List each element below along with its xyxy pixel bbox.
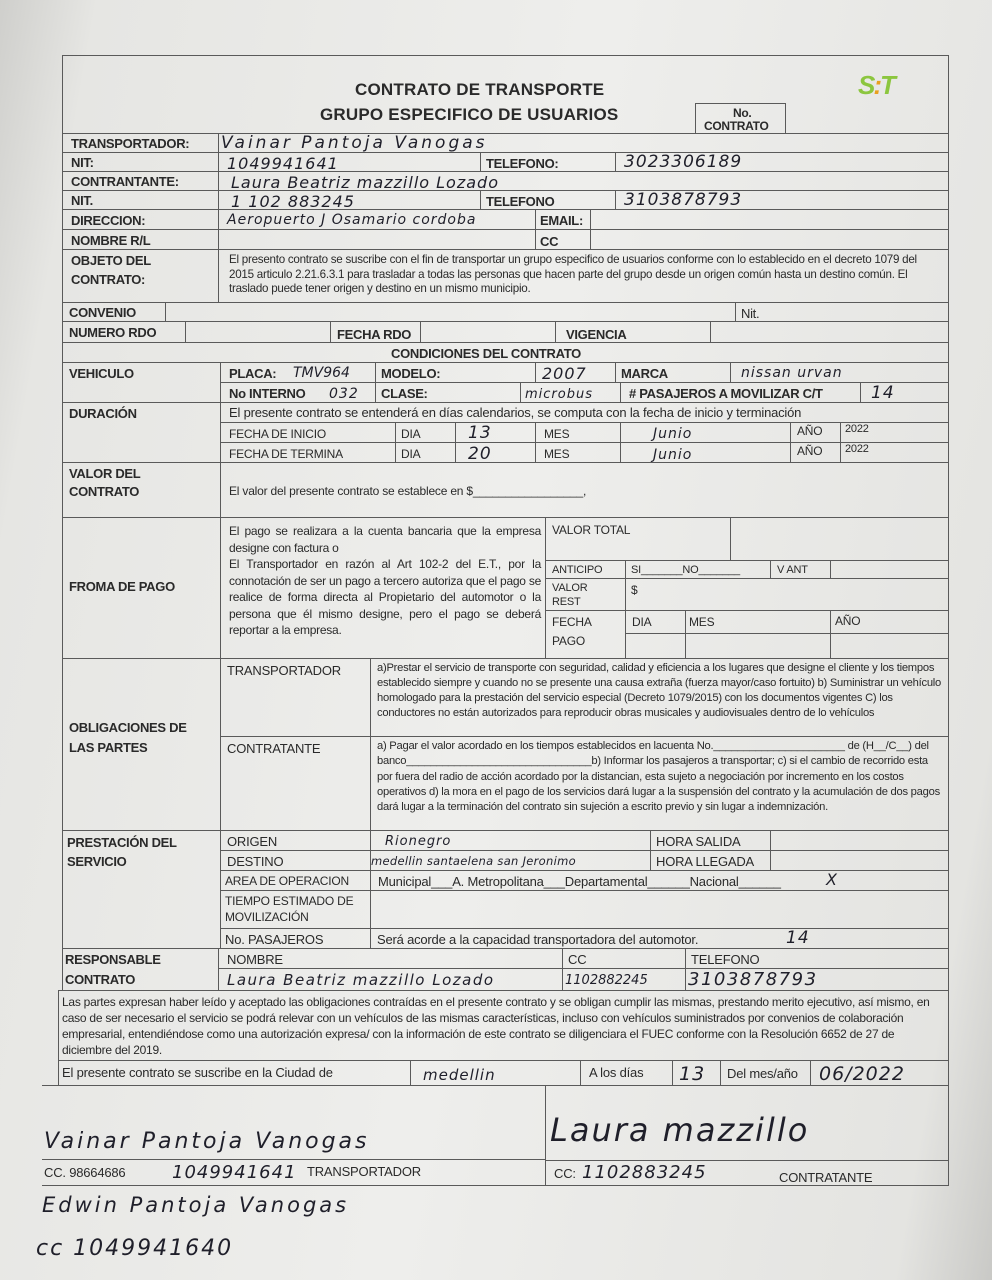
resp-telefono-value: 3103878793 (685, 968, 949, 991)
condiciones-header-cell: CONDICIONES DEL CONTRATO (62, 342, 949, 363)
valor-rest-label-cell: VALOR REST (545, 578, 626, 611)
inicio-mes-value-cell: Junio (620, 422, 791, 443)
mes-ano-label-cell: Del mes/año (720, 1060, 811, 1086)
firma-transportador-cell: Vainar Pantoja Vanogas CC. 98664686 1049941641 TRANSPORTADOR (42, 1085, 546, 1186)
hora-salida-label-cell: HORA SALIDA (650, 830, 771, 851)
email-value-cell (590, 209, 949, 230)
transportador-label-cell: TRANSPORTADOR: (62, 133, 219, 153)
hora-salida-value-cell (770, 830, 949, 851)
nit-label-cell: NIT: (62, 152, 219, 172)
termina-ano-label-cell: AÑO (790, 442, 841, 463)
direccion-value-cell: Aeropuerto J Osamario cordoba (218, 209, 536, 230)
cc-label-cell: CC (535, 229, 591, 250)
fecha-rdo-label-cell: FECHA RDO (330, 321, 421, 343)
convenio-value-cell (165, 302, 736, 322)
ciudad-value-cell: medellin (410, 1060, 581, 1086)
area-value-cell: Municipal___A. Metropolitana___Departamental______Nacional______ X (370, 870, 949, 891)
obl-transportador-label-cell: TRANSPORTADOR (220, 658, 371, 737)
contract-number-cell: No. CONTRATO (695, 103, 786, 134)
direccion-label-cell: DIRECCION: (62, 209, 219, 230)
objeto-text-cell (218, 249, 949, 303)
clausula-cell (58, 990, 949, 1061)
prestacion-label-cell: PRESTACIÓN DEL SERVICIO (62, 830, 221, 949)
resp-cc-value: 1102882245 (562, 968, 686, 991)
inicio-ano-label-cell: AÑO (790, 422, 841, 443)
fecha-pago-dia-value (625, 633, 686, 659)
pago-text-cell: El pago se realizara a la cuenta bancaria que la empresa designe con factura o El Transportador en razón al Art 102-2 del E.T., por la connotación de ser un pago a tercero autoriza que el pago se realice de forma directa al Propietario del automotor o la persona que él mismo designe, pero el pago se deberá reportar a la empresa. (220, 517, 546, 659)
mes-ano-value-cell: 06/2022 (810, 1060, 949, 1086)
objeto-label-cell: OBJETO DEL CONTRATO: (62, 249, 219, 303)
origen-value-cell: Rionegro (370, 830, 651, 851)
email-label-cell: EMAIL: (535, 209, 591, 230)
termina-dia-label-cell: DIA (395, 442, 456, 463)
placa-cell: PLACA: TMV964 (220, 362, 376, 383)
convenio-label-cell: CONVENIO (62, 302, 166, 322)
transportador-value-cell (218, 133, 949, 153)
convenio-nit-cell: Nit. (735, 302, 949, 322)
cc-value-cell (590, 229, 949, 250)
handwritten-cc-note: cc 1049941640 (36, 1236, 234, 1261)
contratante-label-cell: CONTRANTANTE: (62, 171, 219, 191)
inicio-mes-label-cell: MES (535, 422, 621, 443)
destino-label-cell: DESTINO (220, 850, 371, 871)
nit-value-cell: 1049941641 (218, 152, 481, 172)
no-pasajeros-value-cell: Será acorde a la capacidad transportadora del automotor. 14 (370, 928, 949, 949)
telefono2-label-cell: TELEFONO (480, 190, 616, 210)
interno-cell: No INTERNO 032 (220, 382, 376, 403)
fecha-pago-mes-value (685, 633, 831, 659)
telefono2-value-cell: 3103878793 (615, 190, 949, 210)
contratante-signature: Laura mazzillo (550, 1111, 810, 1149)
marca-value-cell: nissan urvan (730, 362, 949, 383)
transportador-signature: Vainar Pantoja Vanogas (44, 1129, 370, 1154)
document-subtitle: GRUPO ESPECIFICO DE USUARIOS (320, 105, 619, 124)
origen-label-cell: ORIGEN (220, 830, 371, 851)
modelo-label-cell: MODELO: (375, 362, 536, 383)
transportador-value: Vainar Pantoja Vanogas (221, 133, 488, 153)
telefono-value-cell: 3023306189 (615, 152, 949, 172)
v-ant-label-cell: V ANT (770, 560, 831, 579)
hora-llegada-label-cell: HORA LLEGADA (650, 850, 771, 871)
termina-mes-label-cell: MES (535, 442, 621, 463)
duracion-text-cell: El presente contrato se entenderá en días calendarios, se computa con la fecha de inicio y terminación (220, 402, 949, 423)
clase-value-cell: microbus (520, 382, 621, 403)
dias-label-cell: A los días (580, 1060, 673, 1086)
anticipo-label-cell: ANTICIPO (545, 560, 626, 579)
numero-rdo-value-cell (185, 321, 331, 343)
objeto-text: El presento contrato se suscribe con el fin de transportar un grupo especifico de usuarios conforme con lo establecido en el decreto 1079 del 2015 articulo 2.21.6.3.1 para trasladar a todas las personas que hacen parte del grupo desde un origen común hasta un destino común. El traslado puede tener origen y destino en un mismo municipio. (229, 253, 917, 296)
v-ant-value-cell (830, 560, 949, 579)
valor-total-label-cell: VALOR TOTAL (545, 517, 731, 561)
fecha-termina-label-cell: FECHA DE TERMINA (220, 442, 396, 463)
termina-ano-value-cell: 2022 (840, 442, 949, 463)
anticipo-si-no-cell: SI_______NO_______ (625, 560, 771, 579)
fecha-pago-mes-label: MES (685, 610, 831, 634)
tiempo-label-cell: TIEMPO ESTIMADO DE MOVILIZACIÓN (220, 890, 371, 929)
fecha-pago-ano-label: AÑO (830, 610, 949, 634)
modelo-value-cell: 2007 (535, 362, 616, 383)
pago-label-cell: FROMA DE PAGO (62, 517, 221, 659)
vigencia-value-cell (710, 321, 949, 343)
duracion-label-cell: DURACIÓN (62, 402, 221, 463)
vigencia-label-cell: VIGENCIA (555, 321, 711, 343)
fecha-pago-label-cell: FECHA PAGO (545, 610, 626, 659)
resp-nombre-label: NOMBRE (218, 948, 563, 969)
company-logo: S:T (858, 70, 894, 100)
obl-contratante-text-cell: a) Pagar el valor acordado en los tiempos establecidos en lacuenta No.______________________ de (H__/C__) del banco_______________________________b) Informar los pasajeros a transportar; c) si el cambio de recorrido esta por fuera del radio de acción acordado por la distancian, esta sujeto a negociación por incremento en los costos operativos d) la mora en el pago de los servicios dará lugar a la suspensión del contrato y la acumulación de dos pagos dará lugar a la terminación del contrato sin sujeción a escrito previo y sin lugar a indemnización. (370, 736, 949, 831)
responsable-label-cell: RESPONSABLE CONTRATO (62, 948, 219, 991)
nombre-rl-label-cell: NOMBRE R/L (62, 229, 219, 250)
termina-mes-value-cell: Junio (620, 442, 791, 463)
inicio-dia-label-cell: DIA (395, 422, 456, 443)
fecha-inicio-label-cell: FECHA DE INICIO (220, 422, 396, 443)
resp-telefono-label: TELEFONO (685, 948, 949, 969)
valor-text-cell: El valor del presente contrato se establece en $_________________, (220, 462, 949, 518)
nit2-value-cell: 1 102 883245 (218, 190, 481, 210)
resp-cc-label: CC (562, 948, 686, 969)
nombre-rl-value-cell (218, 229, 536, 250)
handwritten-name-note: Edwin Pantoja Vanogas (42, 1193, 350, 1217)
fecha-rdo-value-cell (420, 321, 556, 343)
hora-llegada-value-cell (770, 850, 949, 871)
numero-rdo-label-cell: NUMERO RDO (62, 321, 186, 343)
resp-nombre-value: Laura Beatriz mazzillo Lozado (218, 968, 563, 991)
clausula-text: Las partes expresan haber leído y aceptado las obligaciones contraídas en el presente contrato y se obligan cumplir las mismas, prestando merito ejecutivo, así mismo, en caso de ser necesario el servicio se podrá relevar con un vehículos de las mismas características, incluso con vehículos suministrados por convenios de colaboración empresarial, entendiéndose como una autorización expresa/ con la información de este contrato se diligenciara el FUEC conforme con la Resolución 6652 de 27 de diciembre del 2019. (62, 995, 930, 1057)
clase-label-cell: CLASE: (375, 382, 521, 403)
pasajeros-label-cell: # PASAJEROS A MOVILIZAR C/T (620, 382, 861, 403)
valor-label-cell: VALOR DEL CONTRATO (62, 462, 221, 518)
obligaciones-label-cell: OBLIGACIONES DE LAS PARTES (62, 658, 221, 831)
valor-rest-value-cell: $ (625, 578, 949, 611)
ciudad-label-cell: El presente contrato se suscribe en la Ciudad de (58, 1060, 411, 1086)
obl-contratante-label-cell: CONTRATANTE (220, 736, 371, 831)
destino-value-cell: medellin santaelena san Jeronimo (370, 850, 651, 871)
fecha-pago-dia-label: DIA (625, 610, 686, 634)
termina-dia-value-cell: 20 (455, 442, 536, 463)
fecha-pago-ano-value (830, 633, 949, 659)
no-pasajeros-label-cell: No. PASAJEROS (220, 928, 371, 949)
area-label-cell: AREA DE OPERACION (220, 870, 371, 891)
contratante-value-cell: Laura Beatriz mazzillo Lozado (218, 171, 949, 191)
obl-transportador-text-cell: a)Prestar el servicio de transporte con seguridad, calidad y eficiencia a los lugares que designe el cliente y los tiempos establecido siempre y cuando no se presente una causa extraña (fuerza mayor/caso fortuito) b) Suministrar un vehículo homologado para la prestación del servicio especial (Decreto 1079/2015) con los documentos vigentes C) los conductores no están autorizados para reproducir obras musicales y audiovisuales dentro de lo vehículos (370, 658, 949, 737)
tiempo-value-cell (370, 890, 949, 929)
marca-label-cell: MARCA (615, 362, 731, 383)
telefono-label-cell: TELEFONO: (480, 152, 616, 172)
pasajeros-value-cell: 14 (860, 382, 949, 403)
dias-value-cell: 13 (672, 1060, 721, 1086)
vehiculo-label-cell: VEHICULO (62, 362, 221, 403)
firma-contratante-cell: Laura mazzillo CC: 1102883245 CONTRATANTE (545, 1085, 949, 1186)
inicio-ano-value-cell: 2022 (840, 422, 949, 443)
valor-total-value-cell (730, 517, 949, 561)
nit2-label-cell: NIT. (62, 190, 219, 210)
document-title: CONTRATO DE TRANSPORTE (355, 80, 605, 99)
inicio-dia-value-cell: 13 (455, 422, 536, 443)
